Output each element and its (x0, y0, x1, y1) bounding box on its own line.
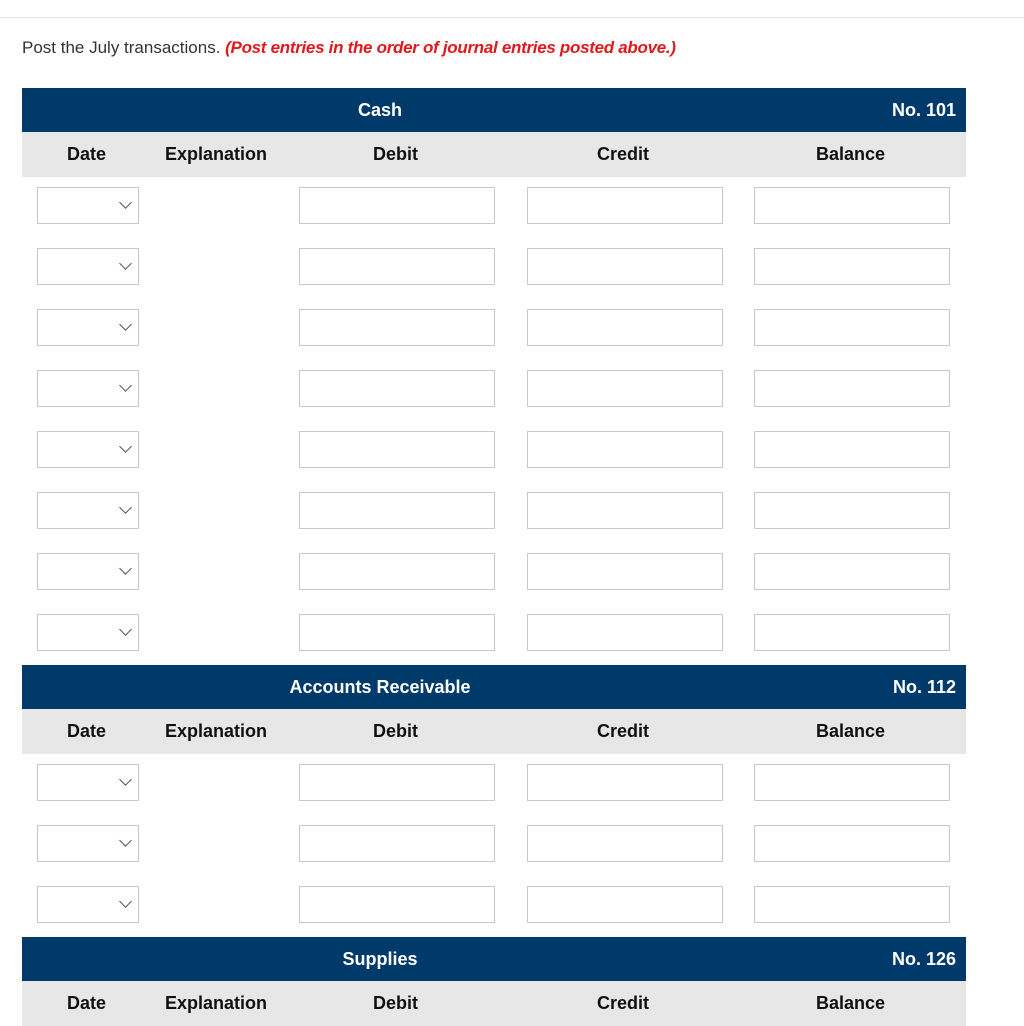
column-explanation: Explanation (165, 144, 268, 164)
debit-input[interactable] (299, 370, 495, 407)
column-debit: Debit (373, 993, 418, 1013)
debit-input[interactable] (299, 825, 495, 862)
column-credit: Credit (597, 993, 650, 1013)
date-dropdown[interactable] (37, 248, 139, 285)
chevron-down-icon (119, 379, 132, 392)
ledger-entry-row (22, 360, 966, 421)
date-dropdown[interactable] (37, 309, 139, 346)
date-dropdown[interactable] (37, 614, 139, 651)
column-date: Date (67, 993, 107, 1013)
date-dropdown[interactable] (37, 886, 139, 923)
column-date: Date (67, 721, 107, 741)
chevron-down-icon (119, 562, 132, 575)
credit-input[interactable] (527, 248, 723, 285)
ledger-header (22, 665, 966, 709)
ledger-entry-row (22, 421, 966, 482)
credit-input[interactable] (527, 309, 723, 346)
credit-input[interactable] (527, 187, 723, 224)
chevron-down-icon (119, 834, 132, 847)
ledger-accounts-receivable (22, 665, 966, 937)
balance-input[interactable] (754, 309, 950, 346)
ledger-number: No. 112 (892, 677, 956, 697)
chevron-down-icon (119, 196, 132, 209)
column-headers (22, 132, 966, 177)
chevron-down-icon (119, 318, 132, 331)
debit-input[interactable] (299, 248, 495, 285)
date-dropdown[interactable] (37, 825, 139, 862)
credit-input[interactable] (527, 492, 723, 529)
column-headers (22, 981, 966, 1026)
ledger-header (22, 937, 966, 981)
column-balance: Balance (816, 721, 886, 741)
debit-input[interactable] (299, 553, 495, 590)
date-dropdown[interactable] (37, 492, 139, 529)
date-dropdown[interactable] (37, 431, 139, 468)
credit-input[interactable] (527, 614, 723, 651)
ledger-cash (22, 88, 966, 665)
column-balance: Balance (816, 144, 886, 164)
balance-input[interactable] (754, 764, 950, 801)
ledger-entry-row (22, 815, 966, 876)
credit-input[interactable] (527, 431, 723, 468)
ledger-header (22, 88, 966, 132)
balance-input[interactable] (754, 248, 950, 285)
chevron-down-icon (119, 895, 132, 908)
debit-input[interactable] (299, 431, 495, 468)
ledger-entry-row (22, 177, 966, 238)
ledger-number: No. 101 (891, 100, 956, 120)
ledger-rows (22, 754, 966, 937)
column-debit: Debit (373, 144, 418, 164)
credit-input[interactable] (527, 370, 723, 407)
column-date: Date (67, 144, 107, 164)
balance-input[interactable] (754, 370, 950, 407)
column-explanation: Explanation (165, 721, 268, 741)
debit-input[interactable] (299, 886, 495, 923)
ledger-supplies (22, 937, 966, 1026)
ledger-title: Cash (357, 100, 402, 120)
ledger-rows (22, 177, 966, 665)
ledger-entry-row (22, 876, 966, 937)
ledger-entry-row (22, 238, 966, 299)
chevron-down-icon (119, 501, 132, 514)
balance-input[interactable] (754, 492, 950, 529)
balance-input[interactable] (754, 187, 950, 224)
column-explanation: Explanation (165, 993, 268, 1013)
ledger-entry-row (22, 543, 966, 604)
ledger-entry-row (22, 604, 966, 665)
credit-input[interactable] (527, 764, 723, 801)
credit-input[interactable] (527, 553, 723, 590)
column-credit: Credit (597, 721, 650, 741)
credit-input[interactable] (527, 825, 723, 862)
debit-input[interactable] (299, 764, 495, 801)
ledger-title: Accounts Receivable (289, 677, 471, 697)
debit-input[interactable] (299, 614, 495, 651)
debit-input[interactable] (299, 492, 495, 529)
balance-input[interactable] (754, 886, 950, 923)
date-dropdown[interactable] (37, 370, 139, 407)
ledger-entry-row (22, 299, 966, 360)
instruction-text (22, 38, 676, 58)
balance-input[interactable] (754, 614, 950, 651)
ledger-entry-row (22, 482, 966, 543)
top-divider (0, 17, 1024, 18)
instruction-main: Post the July transactions. (22, 38, 221, 57)
chevron-down-icon (119, 257, 132, 270)
column-credit: Credit (597, 144, 650, 164)
column-headers (22, 709, 966, 754)
chevron-down-icon (119, 773, 132, 786)
chevron-down-icon (119, 623, 132, 636)
debit-input[interactable] (299, 187, 495, 224)
balance-input[interactable] (754, 431, 950, 468)
credit-input[interactable] (527, 886, 723, 923)
column-balance: Balance (816, 993, 886, 1013)
date-dropdown[interactable] (37, 553, 139, 590)
balance-input[interactable] (754, 825, 950, 862)
date-dropdown[interactable] (37, 187, 139, 224)
date-dropdown[interactable] (37, 764, 139, 801)
debit-input[interactable] (299, 309, 495, 346)
chevron-down-icon (119, 440, 132, 453)
instruction-note: (Post entries in the order of journal entries posted above.) (225, 38, 676, 57)
ledger-number: No. 126 (891, 949, 956, 969)
ledger-title: Supplies (342, 949, 418, 969)
column-debit: Debit (373, 721, 418, 741)
ledger-entry-row (22, 754, 966, 815)
balance-input[interactable] (754, 553, 950, 590)
